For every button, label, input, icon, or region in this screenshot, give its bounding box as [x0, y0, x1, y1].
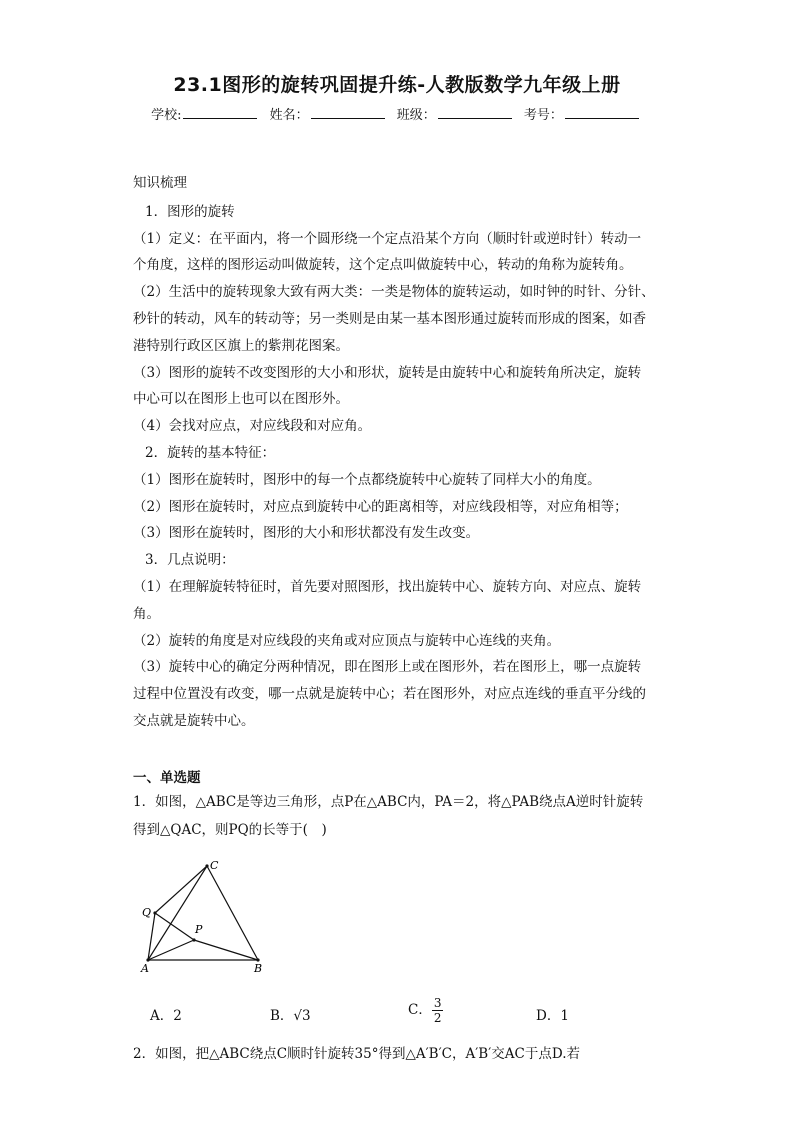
choice-c-denominator: 2 [433, 1011, 442, 1025]
point-p [192, 938, 195, 941]
knowledge-line: （2）旋转的角度是对应线段的夹角或对应顶点与旋转中心连线的夹角。 [133, 632, 561, 649]
label-b: B [254, 962, 263, 975]
label-p: P [195, 923, 203, 936]
knowledge-line: 过程中位置没有改变，哪一点就是旋转中心；若在图形外，对应点连线的垂直平分线的 [133, 686, 646, 703]
choice-a-letter: A． [150, 1008, 174, 1024]
choice-d-letter: D． [536, 1008, 561, 1024]
question-2 [133, 1040, 673, 1068]
label-c: C [210, 859, 219, 872]
label-q: Q [142, 906, 152, 919]
page-title: 23.1图形的旋转巩固提升练-人教版数学九年级上册 [173, 74, 621, 96]
question-1 [133, 788, 673, 844]
knowledge-line: 2．旋转的基本特征： [145, 444, 276, 461]
knowledge-line: （4）会找对应点，对应线段和对应角。 [133, 418, 372, 435]
segment-qc [155, 866, 207, 913]
choice-c-letter: C． [408, 1002, 432, 1018]
knowledge-line: （1）定义：在平面内，将一个圆形绕一个定点沿某个方向（顺时针或逆时针）转动一 [133, 230, 642, 247]
knowledge-line: （2）图形在旋转时，对应点到旋转中心的距离相等，对应线段相等，对应角相等； [133, 498, 628, 515]
question-1-line: 1．如图，△ABC是等边三角形，点P在△ABC内，PA＝2，将△PAB绕点A逆时针旋转 [133, 794, 644, 810]
segment-ac [148, 866, 207, 960]
label-a: A [141, 962, 149, 975]
student-info-line [0, 104, 794, 123]
school-label: 学校: [151, 108, 182, 123]
name-blank[interactable] [311, 106, 385, 119]
question-1-figure [136, 858, 276, 978]
name-label: 姓名： [269, 108, 309, 123]
knowledge-line: （3）图形在旋转时，图形的大小和形状都没有发生改变。 [133, 525, 480, 542]
point-c [205, 864, 208, 867]
choice-d-value: 1 [560, 1008, 569, 1024]
question-2-line: 2．如图，把△ABC绕点C顺时针旋转35°得到△A′B′C，A′B′交AC于点D.若 [133, 1046, 581, 1062]
exam-number-label: 考号： [523, 108, 563, 123]
choice-d[interactable] [536, 1004, 569, 1024]
choice-c-numerator: 3 [433, 996, 442, 1010]
question-1-line: 得到△QAC，则PQ的长等于( ) [133, 822, 327, 838]
section-title: 一、单选题 [133, 770, 201, 786]
knowledge-line: （3）旋转中心的确定分两种情况，即在图形上或在图形外，若在图形上，哪一点旋转 [133, 659, 642, 676]
knowledge-line: （3）图形的旋转不改变图形的大小和形状，旋转是由旋转中心和旋转角所决定，旋转 [133, 364, 642, 381]
choice-b-letter: B． [270, 1008, 294, 1024]
knowledge-heading: 知识梳理 [133, 175, 187, 191]
knowledge-line: 个角度，这样的图形运动叫做旋转，这个定点叫做旋转中心，转动的角称为旋转角。 [133, 257, 633, 274]
class-label: 班级： [396, 108, 436, 123]
choice-a-value: 2 [173, 1008, 182, 1024]
knowledge-line: 秒针的转动，风车的转动等；另一类则是由某一基本图形通过旋转而形成的图案，如香 [133, 310, 646, 327]
segment-aq [148, 913, 155, 960]
knowledge-line: 角。 [133, 605, 160, 622]
point-q [153, 911, 156, 914]
knowledge-line: 中心可以在图形上也可以在图形外。 [133, 391, 349, 408]
choice-c-fraction [432, 996, 444, 1025]
knowledge-line: 1．图形的旋转 [145, 203, 235, 220]
knowledge-line: 港特别行政区区旗上的紫荆花图案。 [133, 337, 349, 354]
school-blank[interactable] [183, 106, 257, 119]
knowledge-line: 交点就是旋转中心。 [133, 712, 255, 729]
choice-b-value: √3 [293, 1008, 311, 1024]
choice-a[interactable] [150, 1004, 182, 1024]
class-blank[interactable] [438, 106, 512, 119]
choice-c[interactable] [408, 996, 443, 1025]
knowledge-line: 3．几点说明： [145, 552, 235, 569]
knowledge-line: （2）生活中的旋转现象大致有两大类：一类是物体的旋转运动，如时钟的时针、分针、 [133, 284, 655, 301]
knowledge-line: （1）图形在旋转时，图形中的每一个点都绕旋转中心旋转了同样大小的角度。 [133, 471, 601, 488]
choice-b[interactable] [270, 1004, 311, 1024]
knowledge-line: （1）在理解旋转特征时，首先要对照图形，找出旋转中心、旋转方向、对应点、旋转 [133, 578, 642, 595]
knowledge-summary [133, 170, 673, 735]
exam-number-blank[interactable] [565, 106, 639, 119]
